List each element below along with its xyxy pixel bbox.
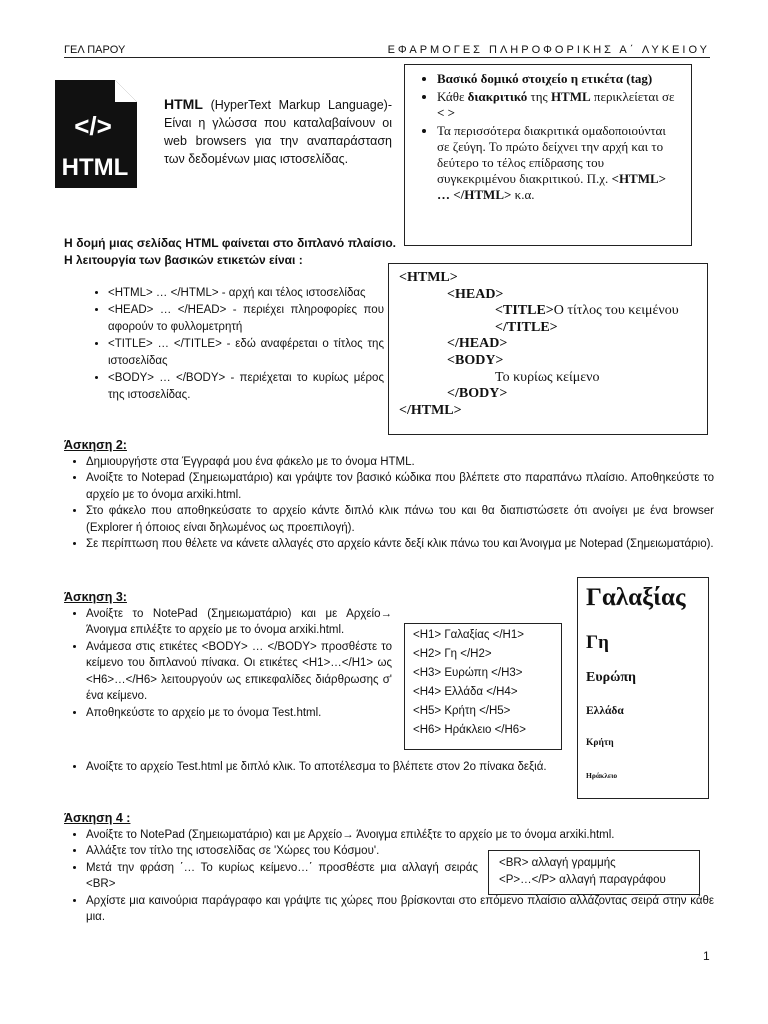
preview-h6: Ηράκλειο xyxy=(586,771,618,780)
header-rule xyxy=(64,57,710,58)
tags-list xyxy=(86,285,384,404)
list-item: • Ανοίξτε το αρχείο Test.html με διπλό κλικ. Το αποτέλεσμα το βλέπετε στον 2ο πίνακα δεξιά. xyxy=(86,759,596,776)
intro-description: (HyperText Markup Language)- Είναι η γλώσσα που καταλαβαίνουν οι web browsers για την αναπαράσταση των δεδομένων μιας ιστοσελίδας. xyxy=(164,98,392,166)
list-item: • <BODY> … </BODY> - περιέχεται το κυρίως μέρος της ιστοσελίδας. xyxy=(108,370,384,404)
intro-term: HTML xyxy=(164,96,203,112)
exercise-3-last xyxy=(64,759,596,776)
headings-code-box: <H1> Γαλαξίας </H1> <H2> Γη </H2> <H3> Ευρώπη </H3> <H4> Ελλάδα </H4> <H5> Κρήτη </H5> <H6> Ηράκλειο </H6> xyxy=(404,623,562,750)
structure-paragraph: Η δομή μιας σελίδας HTML φαίνεται στο διπλανό πλαίσιο. Η λειτουργία των βασικών ετικετών είναι : xyxy=(64,236,396,267)
header-subject: ΕΦΑΡΜΟΓΕΣ ΠΛΗΡΟΦΟΡΙΚΗΣ Α΄ ΛΥΚΕΙΟΥ xyxy=(387,44,710,56)
list-item: • <HEAD> … </HEAD> - περιέχει πληροφορίες που αφορούν το φυλλομετρητή xyxy=(108,302,384,336)
preview-h1: Γαλαξίας xyxy=(586,584,686,611)
icon-label-text: HTML xyxy=(61,154,129,181)
tag-info-item: • Βασικό δομικό στοιχείο η ετικέτα (tag) xyxy=(437,71,681,87)
list-item: • Ανοίξτε το NotePad (Σημειωματάριο) και με Αρχείο→ Άνοιγμα επιλέξτε το αρχείο με το όνομα arxiki.html. xyxy=(86,827,714,844)
list-item: • Ανάμεσα στις ετικέτες <BODY> … </BODY> προσθέστε το κείμενο του διπλανού πίνακα. Οι ετικέτες <H1>…</H1> ως <H6>…</H6> λειτουργούν ως επικεφαλίδες διάρθρωσης σ' ένα κείμενο. xyxy=(86,639,392,705)
preview-h4: Ελλάδα xyxy=(586,705,624,717)
header-school: ΓΕΛ ΠΑΡΟΥ xyxy=(64,44,126,56)
preview-h3: Ευρώπη xyxy=(586,670,636,685)
exercise-3 xyxy=(64,589,392,721)
list-item: • Δημιουργήστε στα Έγγραφά μου ένα φάκελο με το όνομα HTML. xyxy=(86,454,714,471)
headings-preview-box xyxy=(577,577,709,799)
intro-paragraph xyxy=(164,95,392,168)
exercise-3-title: Άσκηση 3: xyxy=(64,590,127,604)
exercise-4-title: Άσκηση 4 : xyxy=(64,811,131,825)
page-number: 1 xyxy=(703,949,710,963)
list-item: • <TITLE> … </TITLE> - εδώ αναφέρεται ο τίτλος της ιστοσελίδας xyxy=(108,336,384,370)
icon-code-text: </> xyxy=(74,111,112,141)
exercise-2 xyxy=(64,437,714,553)
preview-h2: Γη xyxy=(586,632,609,653)
tag-info-item: • Τα περισσότερα διακριτικά ομαδοποιούνται σε ζεύγη. Το πρώτο δείχνει την αρχή και το δεύτερο το τέλος επίδρασης του συγκεκριμένου διακριτικού. Π.χ. <HTML> … </HTML> κ.α. xyxy=(437,123,681,203)
list-item: • Αρχίστε μια καινούρια παράγραφο και γράψτε τις χώρες που βρίσκονται στο επόμενο πλαίσιο αλλάζοντας σειρά στην κάθε μια. xyxy=(86,893,714,926)
list-item: • Ανοίξτε το Notepad (Σημειωματάριο) και γράψτε τον βασικό κώδικα που βλέπετε στο παραπάνω πλαίσιο. Αποθηκεύστε το αρχείο με το όνομα arxiki.html. xyxy=(86,470,714,503)
list-item: • <HTML> … </HTML> - αρχή και τέλος ιστοσελίδας xyxy=(108,285,384,302)
list-item: • Ανοίξτε το NotePad (Σημειωματάριο) και με Αρχείο→ Άνοιγμα επιλέξτε το αρχείο με το όνομα arxiki.html. xyxy=(86,606,392,639)
html-file-icon xyxy=(55,80,137,188)
tag-info-item: • Κάθε διακριτικό της HTML περικλείεται σε < > xyxy=(437,89,681,121)
list-item: • Αποθηκεύστε το αρχείο με το όνομα Test.html. xyxy=(86,705,392,722)
list-item: • Μετά την φράση ΄… Το κυρίως κείμενο…΄ προσθέστε μια αλλαγή σειράς <BR> xyxy=(86,860,478,893)
list-item: • Αλλάξτε τον τίτλο της ιστοσελίδας σε 'Χώρες του Κόσμου'. xyxy=(86,843,714,860)
html-structure-code-box: <HTML> <HEAD> <TITLE>Ο τίτλος του κειμένου </TITLE> </HEAD> <BODY> Το κυρίως κείμενο </BODY> </HTML> xyxy=(388,263,708,435)
exercise-2-title: Άσκηση 2: xyxy=(64,438,127,452)
list-item: • Στο φάκελο που αποθηκεύσατε το αρχείο κάντε διπλό κλικ πάνω του και θα διαπιστώσετε ότι ανοίγει με ένα browser (Explorer ή όποιος είναι δηλωμένος ως προεπιλογή). xyxy=(86,503,714,536)
preview-h5: Κρήτη xyxy=(586,738,614,748)
br-p-info-box: <BR> αλλαγή γραμμής <P>…</P> αλλαγή παραγράφου xyxy=(488,850,700,895)
list-item: • Σε περίπτωση που θέλετε να κάνετε αλλαγές στο αρχείο κάντε δεξί κλικ πάνω του και Άνοιγμα με Notepad (Σημειωματάριο). xyxy=(86,536,714,553)
tag-info-box xyxy=(404,64,692,246)
